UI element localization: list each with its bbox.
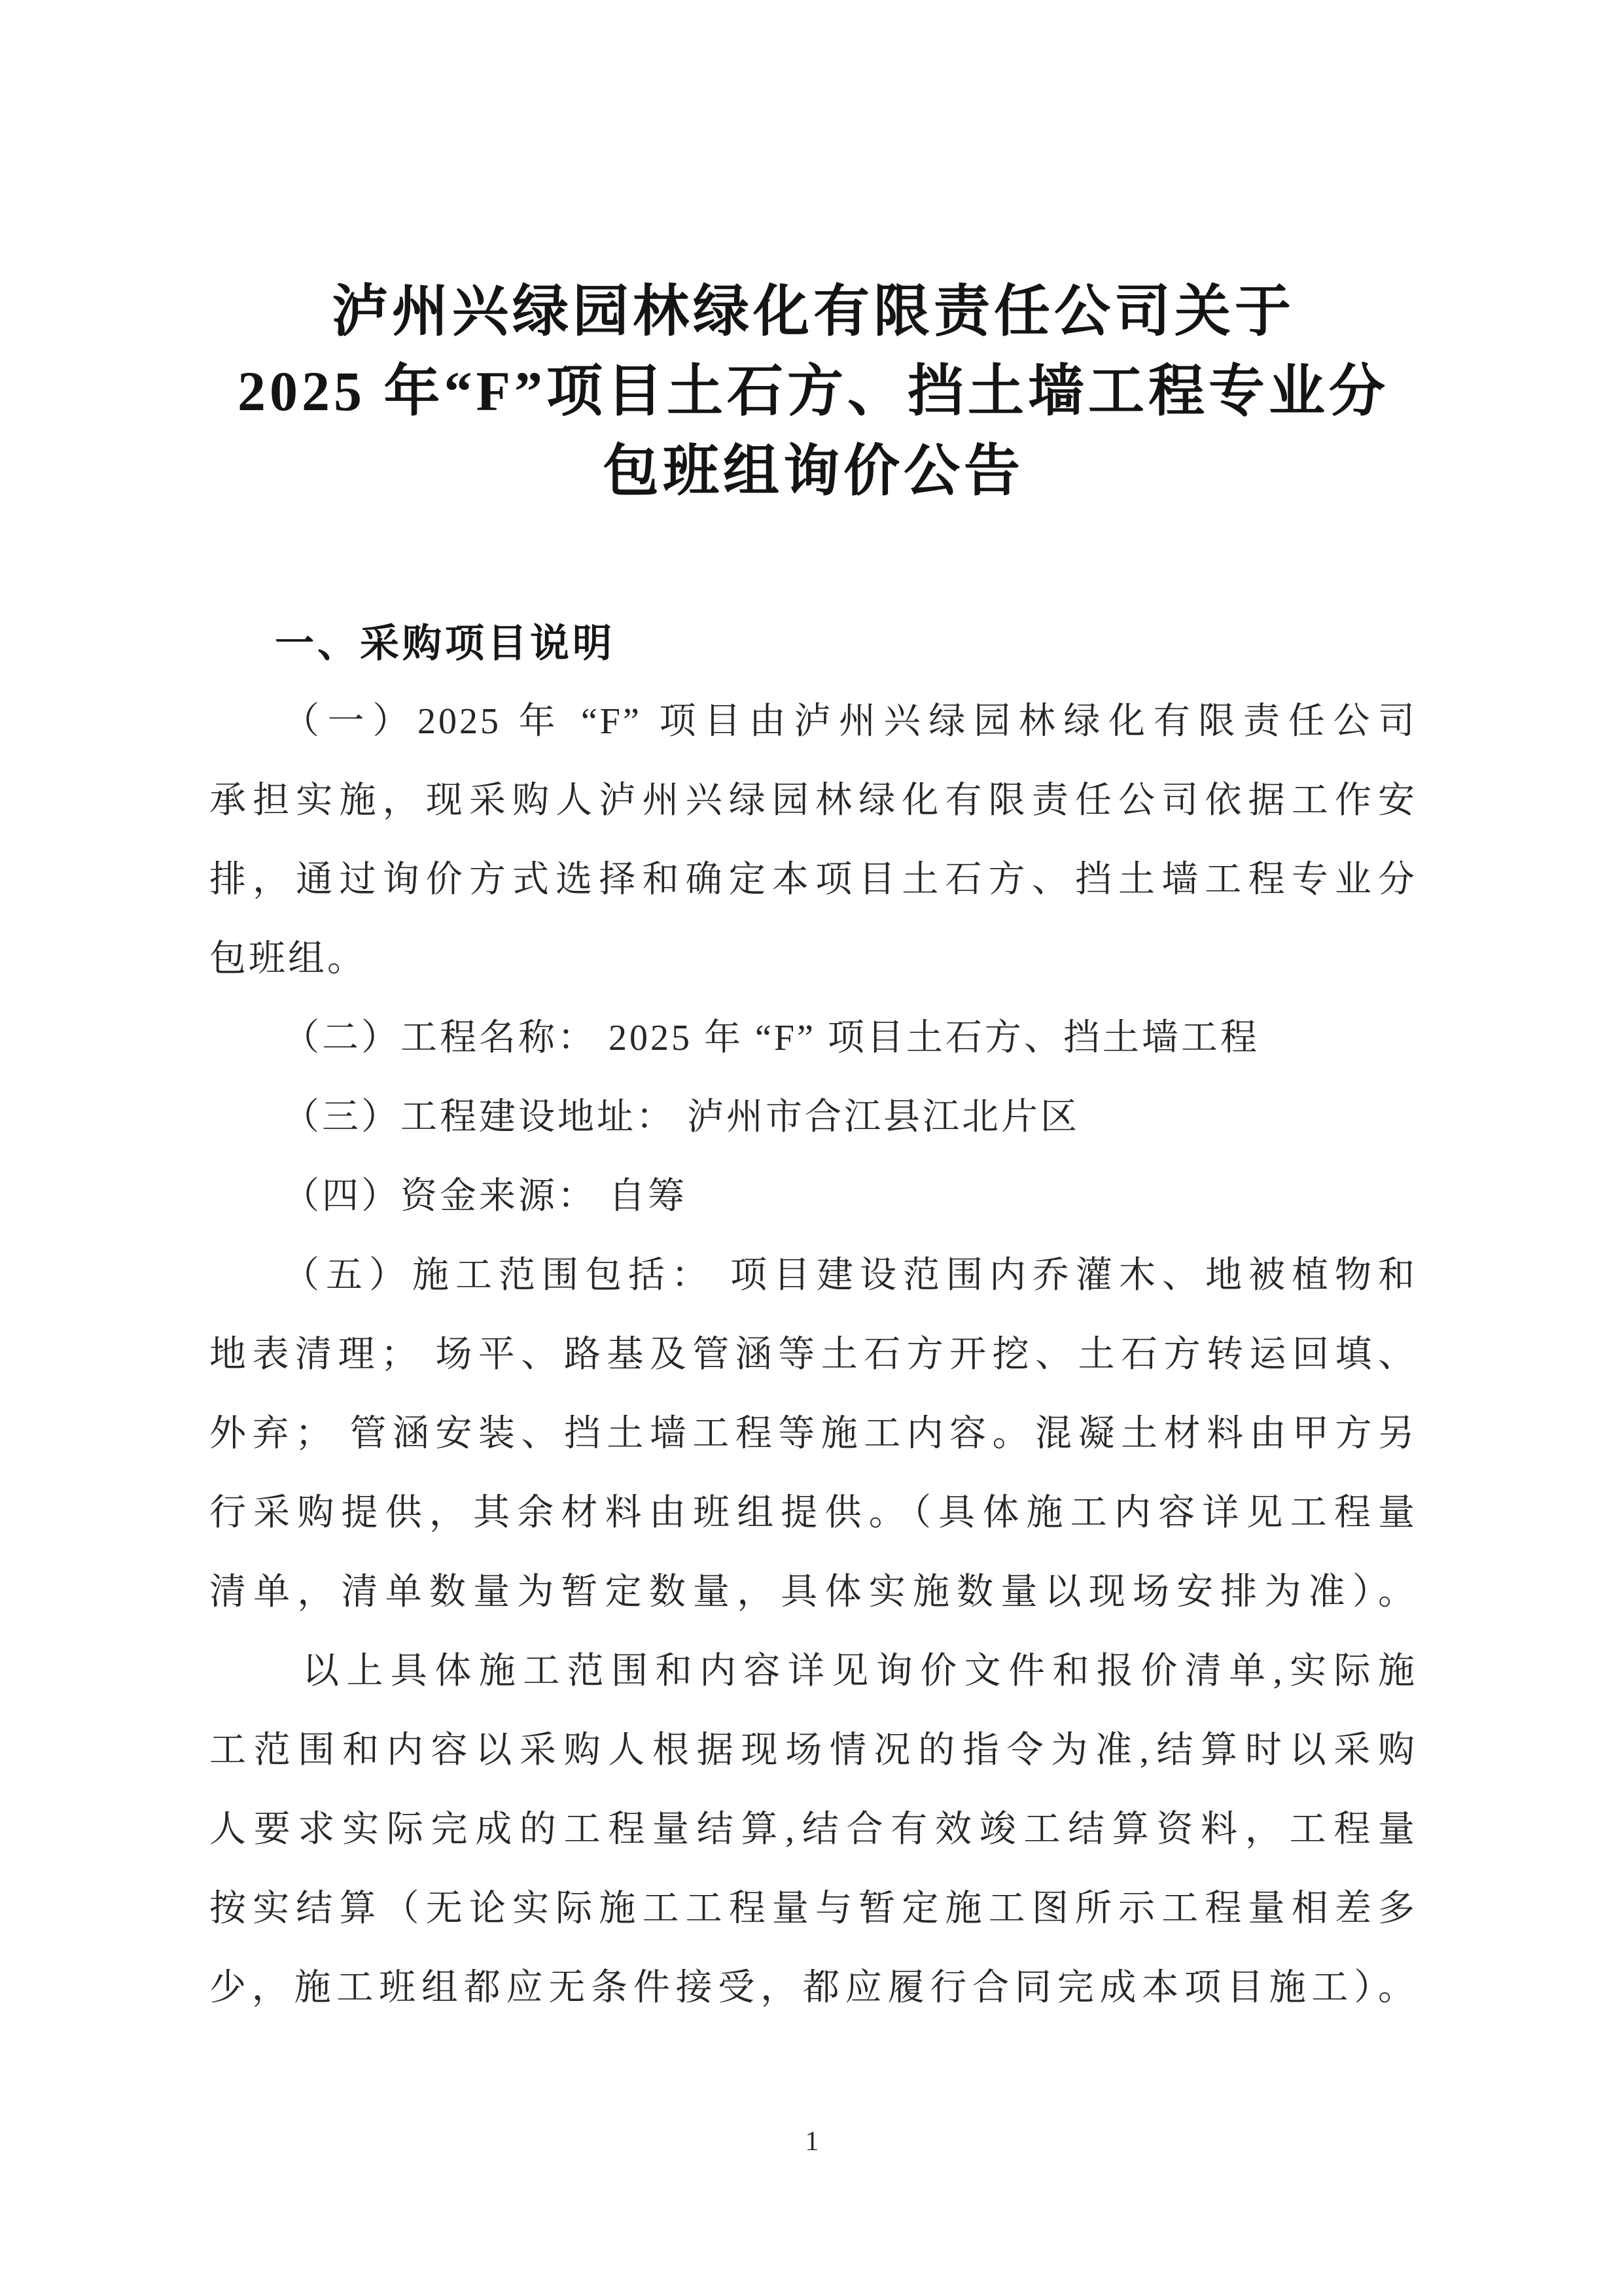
body-line: 少，施工班组都应无条件接受，都应履行合同完成本项目施工）。 — [209, 1968, 1417, 2008]
body-line: 地表清理； 场平、路基及管涵等土石方开挖、土石方转运回填、 — [209, 1334, 1417, 1375]
body-line: 清单，清单数量为暂定数量，具体实施数量以现场安排为准）。 — [209, 1572, 1417, 1612]
title-line-3: 包班组询价公告 — [603, 440, 1024, 502]
document-title — [209, 271, 1417, 511]
title-line-1: 泸州兴绿园林绿化有限责任公司关于 — [332, 280, 1295, 343]
section-heading: 一、采购项目说明 — [275, 622, 615, 665]
paragraph-3 — [209, 1078, 1417, 1157]
title-line-2: 2025 年“F”项目土石方、挡土墙工程专业分 — [237, 360, 1390, 423]
paragraph-6 — [209, 1632, 1417, 2028]
body-line: 以上具体施工范围和内容详见询价文件和报价清单,实际施 — [302, 1651, 1417, 1692]
paragraph-1 — [209, 682, 1417, 999]
paragraph-2 — [209, 999, 1417, 1078]
body-line: 人要求实际完成的工程量结算,结合有效竣工结算资料，工程量 — [209, 1809, 1417, 1850]
body-line: 承担实施，现采购人泸州兴绿园林绿化有限责任公司依据工作安 — [209, 780, 1417, 821]
document-body — [209, 682, 1417, 2028]
body-line: （三）工程建设地址： 泸州市合江县江北片区 — [283, 1097, 1080, 1138]
body-line: （四）资金来源： 自筹 — [283, 1176, 687, 1217]
body-line: 工范围和内容以采购人根据现场情况的指令为准,结算时以采购 — [209, 1730, 1417, 1771]
body-line: 包班组。 — [209, 939, 366, 979]
body-line: （二）工程名称： 2025 年 “F” 项目土石方、挡土墙工程 — [283, 1018, 1260, 1058]
paragraph-5 — [209, 1236, 1417, 1632]
paragraph-4 — [209, 1157, 1417, 1236]
body-line: （五）施工范围包括： 项目建设范围内乔灌木、地被植物和 — [283, 1255, 1417, 1296]
body-line: 按实结算（无论实际施工工程量与暂定施工图所示工程量相差多 — [209, 1888, 1417, 1929]
page-number: 1 — [805, 2127, 819, 2157]
body-line: 外弃； 管涵安装、挡土墙工程等施工内容。混凝土材料由甲方另 — [209, 1414, 1417, 1454]
body-line: （一）2025 年 “F” 项目由泸州兴绿园林绿化有限责任公司 — [283, 701, 1417, 742]
body-line: 行采购提供，其余材料由班组提供。（具体施工内容详见工程量 — [209, 1493, 1417, 1533]
body-line: 排，通过询价方式选择和确定本项目土石方、挡土墙工程专业分 — [209, 860, 1417, 900]
